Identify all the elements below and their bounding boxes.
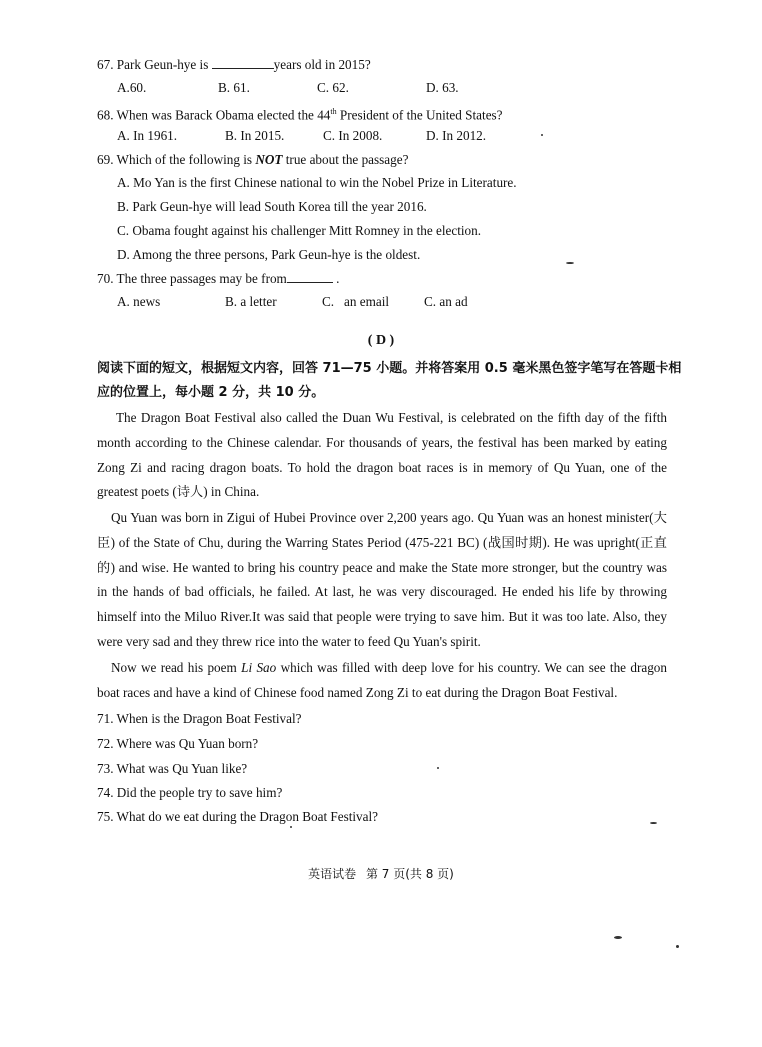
question-68-stem-start: 68. When was Barack Obama elected the 44 [97,107,331,123]
question-72: 72. Where was Qu Yuan born? [97,736,259,751]
passage-paragraph-2-text: Qu Yuan was born in Zigui of Hubei Province over 2,200 years ago. Qu Yuan was an honest minister(大臣) of the State of Chu, during the Warring States Period (475-221 BC) (战国时期). He was upright(正直的) and wise. He wanted to bring his country peace and make the State more stronger, but the country was in the hands of bad officials, he failed. At last, he was very discouraged. He ended his life by throwing himself into the Miluo River.It was said that people were trying to save him. But it was too late. Also, they were very sad and they threw rice into the water to feed Qu Yuan's spirit. [97,510,667,649]
question-67-stem-start: 67. Park Geun-hye is [97,57,212,72]
question-68-option-a: A. In 1961. [117,128,178,143]
scan-speck [566,262,574,264]
question-68-stem-end: President of the United States? [336,107,503,123]
question-67-stem [97,56,371,73]
passage-paragraph-3 [97,656,667,706]
answer-blank [212,56,274,69]
passage-paragraph-2 [97,506,667,655]
question-69-option-d: D. Among the three persons, Park Geun-hye is the oldest. [117,247,421,262]
paragraph-3-start: Now we read his poem [111,660,242,675]
question-70-stem-end: . [332,271,340,286]
passage-paragraph-1-text: The Dragon Boat Festival also called the Duan Wu Festival, is celebrated on the fifth day of the fifth month according to the Chinese calendar. For thousands of years, the festival has been marked by eating Zong Zi and racing dragon boats. To hold the dragon boat races is in memory of Qu Yuan, one of the greatest poets (诗人) in China. [97,410,667,500]
question-70-stem [97,270,339,287]
scan-speck [676,945,679,948]
scan-speck [541,134,543,136]
question-74: 74. Did the people try to save him? [97,785,283,800]
ordinal-suffix: th [330,107,337,116]
footer-page-number: 第 7 页(共 8 页) [365,867,454,881]
question-70-stem-start: 70. The three passages may be from [97,271,287,286]
question-69-option-c: C. Obama fought against his challenger Mitt Romney in the election. [117,223,482,238]
passage-paragraph-1 [97,406,667,505]
scan-speck [614,936,622,939]
question-75: 75. What do we eat during the Dragon Boat Festival? [97,809,379,824]
question-71: 71. When is the Dragon Boat Festival? [97,711,302,726]
question-69-option-b: B. Park Geun-hye will lead South Korea till the year 2016. [117,199,427,214]
question-69-stem [97,152,408,168]
question-68-option-d: D. In 2012. [426,128,487,143]
scan-speck [650,822,657,824]
footer-subject: 英语试卷 [308,867,357,881]
question-67-option-d: D. 63. [426,80,459,95]
page-footer [0,865,762,882]
question-67-option-b: B. 61. [218,80,250,95]
section-d-instruction-line-2: 应的位置上，每小题 2 分，共 10 分。 [97,385,325,400]
question-68-option-b: B. In 2015. [225,128,285,143]
question-68-stem [97,104,503,123]
question-70-option-b: B. a letter [225,294,277,309]
answer-blank [287,270,333,283]
section-d-title: ( D ) [367,333,395,348]
section-d-instruction-line-1: 阅读下面的短文，根据短文内容，回答 71—75 小题。并将答案用 0.5 毫米黑色签字笔写在答题卡相 [97,361,682,376]
question-69-stem-end: true about the passage? [282,152,409,167]
question-67-option-c: C. 62. [317,80,349,95]
question-70-option-d: C. an ad [424,294,468,309]
poem-title: Li Sao [241,660,277,675]
scan-speck [437,767,439,769]
question-67-stem-end: years old in 2015? [273,57,371,72]
paragraph-3-end: which was filled with deep love for his country. We can see the dragon boat races and have a kind of Chinese food named Zong Zi to eat during the Dragon Boat Festival. [97,660,667,700]
question-69-option-a: A. Mo Yan is the first Chinese national to win the Nobel Prize in Literature. [117,175,517,190]
passage-paragraph-3-text [97,656,667,706]
question-70-option-a: A. news [117,294,161,309]
question-73: 73. What was Qu Yuan like? [97,761,248,776]
question-69-stem-start: 69. Which of the following is [97,152,256,167]
emphasis-not: NOT [255,152,283,167]
question-70-option-c: C. an email [322,294,390,309]
question-67-option-a: A.60. [117,80,147,95]
question-68-option-c: C. In 2008. [323,128,383,143]
scan-speck [290,826,292,828]
